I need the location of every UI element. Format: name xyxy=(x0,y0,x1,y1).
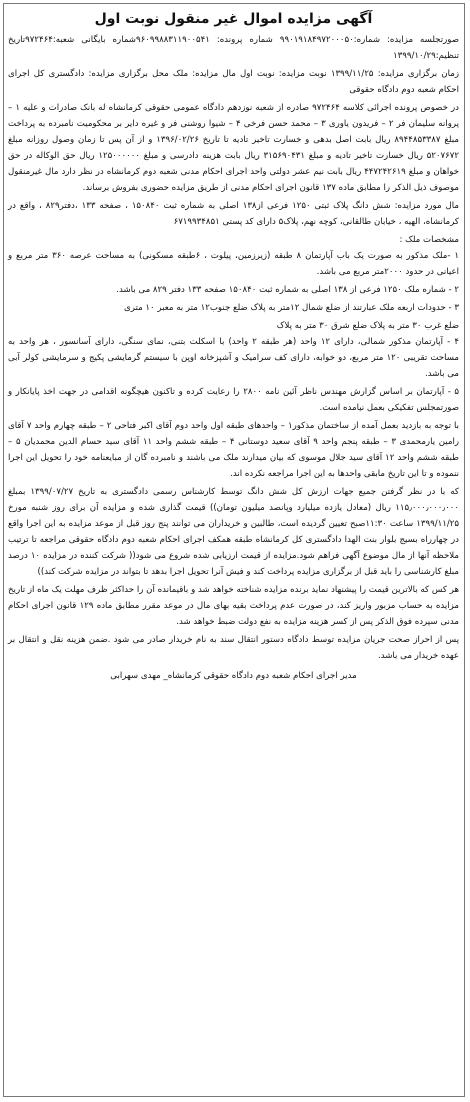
case-description: در خصوص پرونده اجرائی کلاسه ۹۷۲۴۶۴ صادره از شعبه نوزدهم دادگاه عمومی حقوقی کرمانشاه له بانک صادرات و علیه ۱ – پروانه سلیمان فر ۲ – فریدون یاوری ۳ – محمد حسن فرخی ۴ – شیوا روشنی فر و غیره دایر بر محکومیت نامبرده به پرداخت مبلغ ۸۹۴۴۸۵۳۳۸۷ ریال بابت اصل بدهی و خسارت تاخیر تادیه تا تاریخ ۱۳۹۶/۰۲/۲۶ و از آن پس تا زمان وصول روزانه مبلغ ۵۲۰۷۶۷۲ ریال خسارت تاخیر تادیه و مبلغ ۳۱۵۶۹۰۴۳۱ ریال بابت هزینه دادرسی و مبلغ ۱۲۵۰۰۰۰۰۰ ریال حق الوکاله در حق خواهان و مبلغ ۴۴۷۲۴۲۶۱۹ ریال بابت نیم عشر دولتی واحد اجرای احکام مدنی شعبه دوم کرمانشاه در نظر دارد مال غیرمنقول موصوف ذیل الذکر را مطابق ماده ۱۳۷ قانون اجرای احکام مدنی از طریق مزایده حضوری بفروش برساند. xyxy=(8,103,459,193)
occupants-paragraph: با توجه به بازدید بعمل آمده از ساختمان مذکور۱ – واحدهای طبقه اول واحد دوم آقای اکبر فتاحی ۲ – طبقه چهارم واحد ۷ آقای رامین یارمحمدی ۳ – طبقه پنجم واحد ۹ آقای سعید دوستانی ۴ – طبقه ششم واحد ۱۱ آقای سید حسام الدین محمدیان ۵ – طبقه ششم واحد ۱۲ آقای سید جلال موسوی که بیان میدارند ملک می باشند و نامبرده گان از مبایعنامه خود را تحویل این اجرا ننموده و تا این تاریخ مابقی واحدها به این اجرا مراجعه نکرده اند. xyxy=(8,421,460,479)
transfer-paragraph: پس از احراز صحت جریان مزایده توسط دادگاه دستور انتقال سند به نام خریدار صادر می شود .ضمن هزینه نقل و انتقال بر عهده خریدار می باشد. xyxy=(8,635,459,661)
spec-item: ۴ - آپارتمان مذکور شمالی، دارای ۱۲ واحد (هر طبقه ۲ واحد) با اسکلت بتنی، نمای سنگی، دارای آسانسور ، هر واحد به مساحت تقریبی ۱۲۰ متر مربع، دو خوابه، دارای کف سرامیک و آشپزخانه اوپن با سیستم گرمایشی پکیج و سرمایشی کولر آبی می باشد. xyxy=(8,337,459,379)
spec-item: ۳ - حدودات اربعه ملک عبارتند از ضلع شمال ۱۲متر به پلاک ضلع جنوب۱۲ متر به معبر ۱۰ متری xyxy=(124,303,459,313)
winner-terms-paragraph: هر کس که بالاترین قیمت را پیشنهاد نماید برنده مزایده شناخته خواهد شد و باقیمانده آن را حداکثر ظرف مهلت یک ماه از تاریخ مزایده به حساب مزبور واریز کند، در صورت عدم پرداخت بقیه بهای مال در موعد مقرر مطابق ماده ۱۲۹ قانون اجرای احکام مدنی سپرده فوق الذکر پس از کسر هزینه مزایده به نفع دولت ضبط خواهد شد. xyxy=(8,585,460,627)
spec-item: ۲ - شماره ملک ۱۲۵۰ فرعی از ۱۳۸ اصلی به شماره ثبت ۱۵۰۸۴۰ صفحه ۱۳۳ دفتر ۸۲۹ می باشد. xyxy=(116,285,459,295)
session-info: صورتجلسه مزایده: شماره:۹۹۰۱۹۱۸۴۹۷۲۰۰۰۵۰ شماره پرونده: ۹۶۰۹۹۸۸۳۱۱۹۰۰۵۴۱شماره بایگانی شعبه:۹۷۲۴۶۴تاریخ تنظیم:۱۳۹۹/۱۰/۲۹ xyxy=(8,35,459,61)
property-description: مال مورد مزایده: شش دانگ پلاک ثبتی ۱۲۵۰ فرعی از۱۳۸ اصلی به شماره ثبت ۱۵۰۸۴۰ ، صفحه ۱۳۳ ،دفتر۸۲۹ ، واقع در کرمانشاه، الهیه ، خیابان طالقانی، کوچه نهم، پلاک۵ دارای کد پستی ۶۷۱۹۹۳۴۸۵۱ xyxy=(8,201,459,227)
valuation-paragraph: که با در نظر گرفتن جمیع جهات ارزش کل شش دانگ توسط کارشناس رسمی دادگستری به تاریخ ۱۳۹۹/۰۷/۲۷ بمبلغ ۱۱۵٫۰۰۰٫۰۰۰٫۰۰۰ ریال (معادل یازده میلیارد وپانصد میلیون تومان)) قیمت گذاری شده و مزایده آن برای روز شنبه مورخ ۱۳۹۹/۱۱/۲۵ ساعت ۱۱:۳۰صبح تعیین گردیده است، طالبین و خریداران می توانند پنج روز قبل از موعد مزایده به این اجرا واقع در چهارراه بسیج بلوار بنت الهدا دادگستری کل کرمانشاه طبقه همکف اجرای احکام شعبه دوم دادگاه حقوقی مراجعه تا ترتیب ملاحظه آنها از مال موضوع آگهی فراهم شود.مزایده از قیمت ارزیابی شده شروع می شود(( شرکت کننده در مزایده ۱۰ درصد مبلغ کارشناسی را باید قبل از برگزاری مزایده پرداخت کند و فیش آنرا تحویل اجرا بدهد تا بتواند در مزایده شرکت کند)) xyxy=(8,487,459,577)
notice-title: آگهی مزایده اموال غیر منقول نوبت اول xyxy=(94,11,373,27)
spec-item: ۵ - آپارتمان بر اساس گزارش مهندس ناظر آئین نامه ۲۸۰۰ را رعایت کرده و تاکنون هیچگونه اقدامی در جهت اخذ پایانکار و صورتمجلس تفکیکی بعمل نیامده است. xyxy=(8,387,459,413)
spec-item: ۱ -ملک مذکور به صورت یک باب آپارتمان ۸ طبقه (زیرزمین، پیلوت ، ۶طبقه مسکونی) به مساحت عرصه ۳۶۰ متر مربع و اعیانی در حدود ۲۰۰۰متر مربع می باشد. xyxy=(8,251,460,277)
spec-item: ضلع غرب ۳۰ متر به پلاک ضلع شرق ۳۰ متر به پلاک xyxy=(276,321,459,331)
auction-time-info: زمان برگزاری مزایده: ۱۳۹۹/۱۱/۲۵ نوبت مزایده: نوبت اول مال مزایده: ملک محل برگزاری مزایده: دادگستری کل اجرای احکام شعبه دوم دادگاه حقوقی xyxy=(8,69,459,95)
notice-frame xyxy=(3,3,465,1097)
signature: مدیر اجرای احکام شعبه دوم دادگاه حقوقی کرمانشاه_ مهدی سهرابی xyxy=(110,671,357,681)
specs-heading: مشخصات ملک : xyxy=(399,235,459,245)
